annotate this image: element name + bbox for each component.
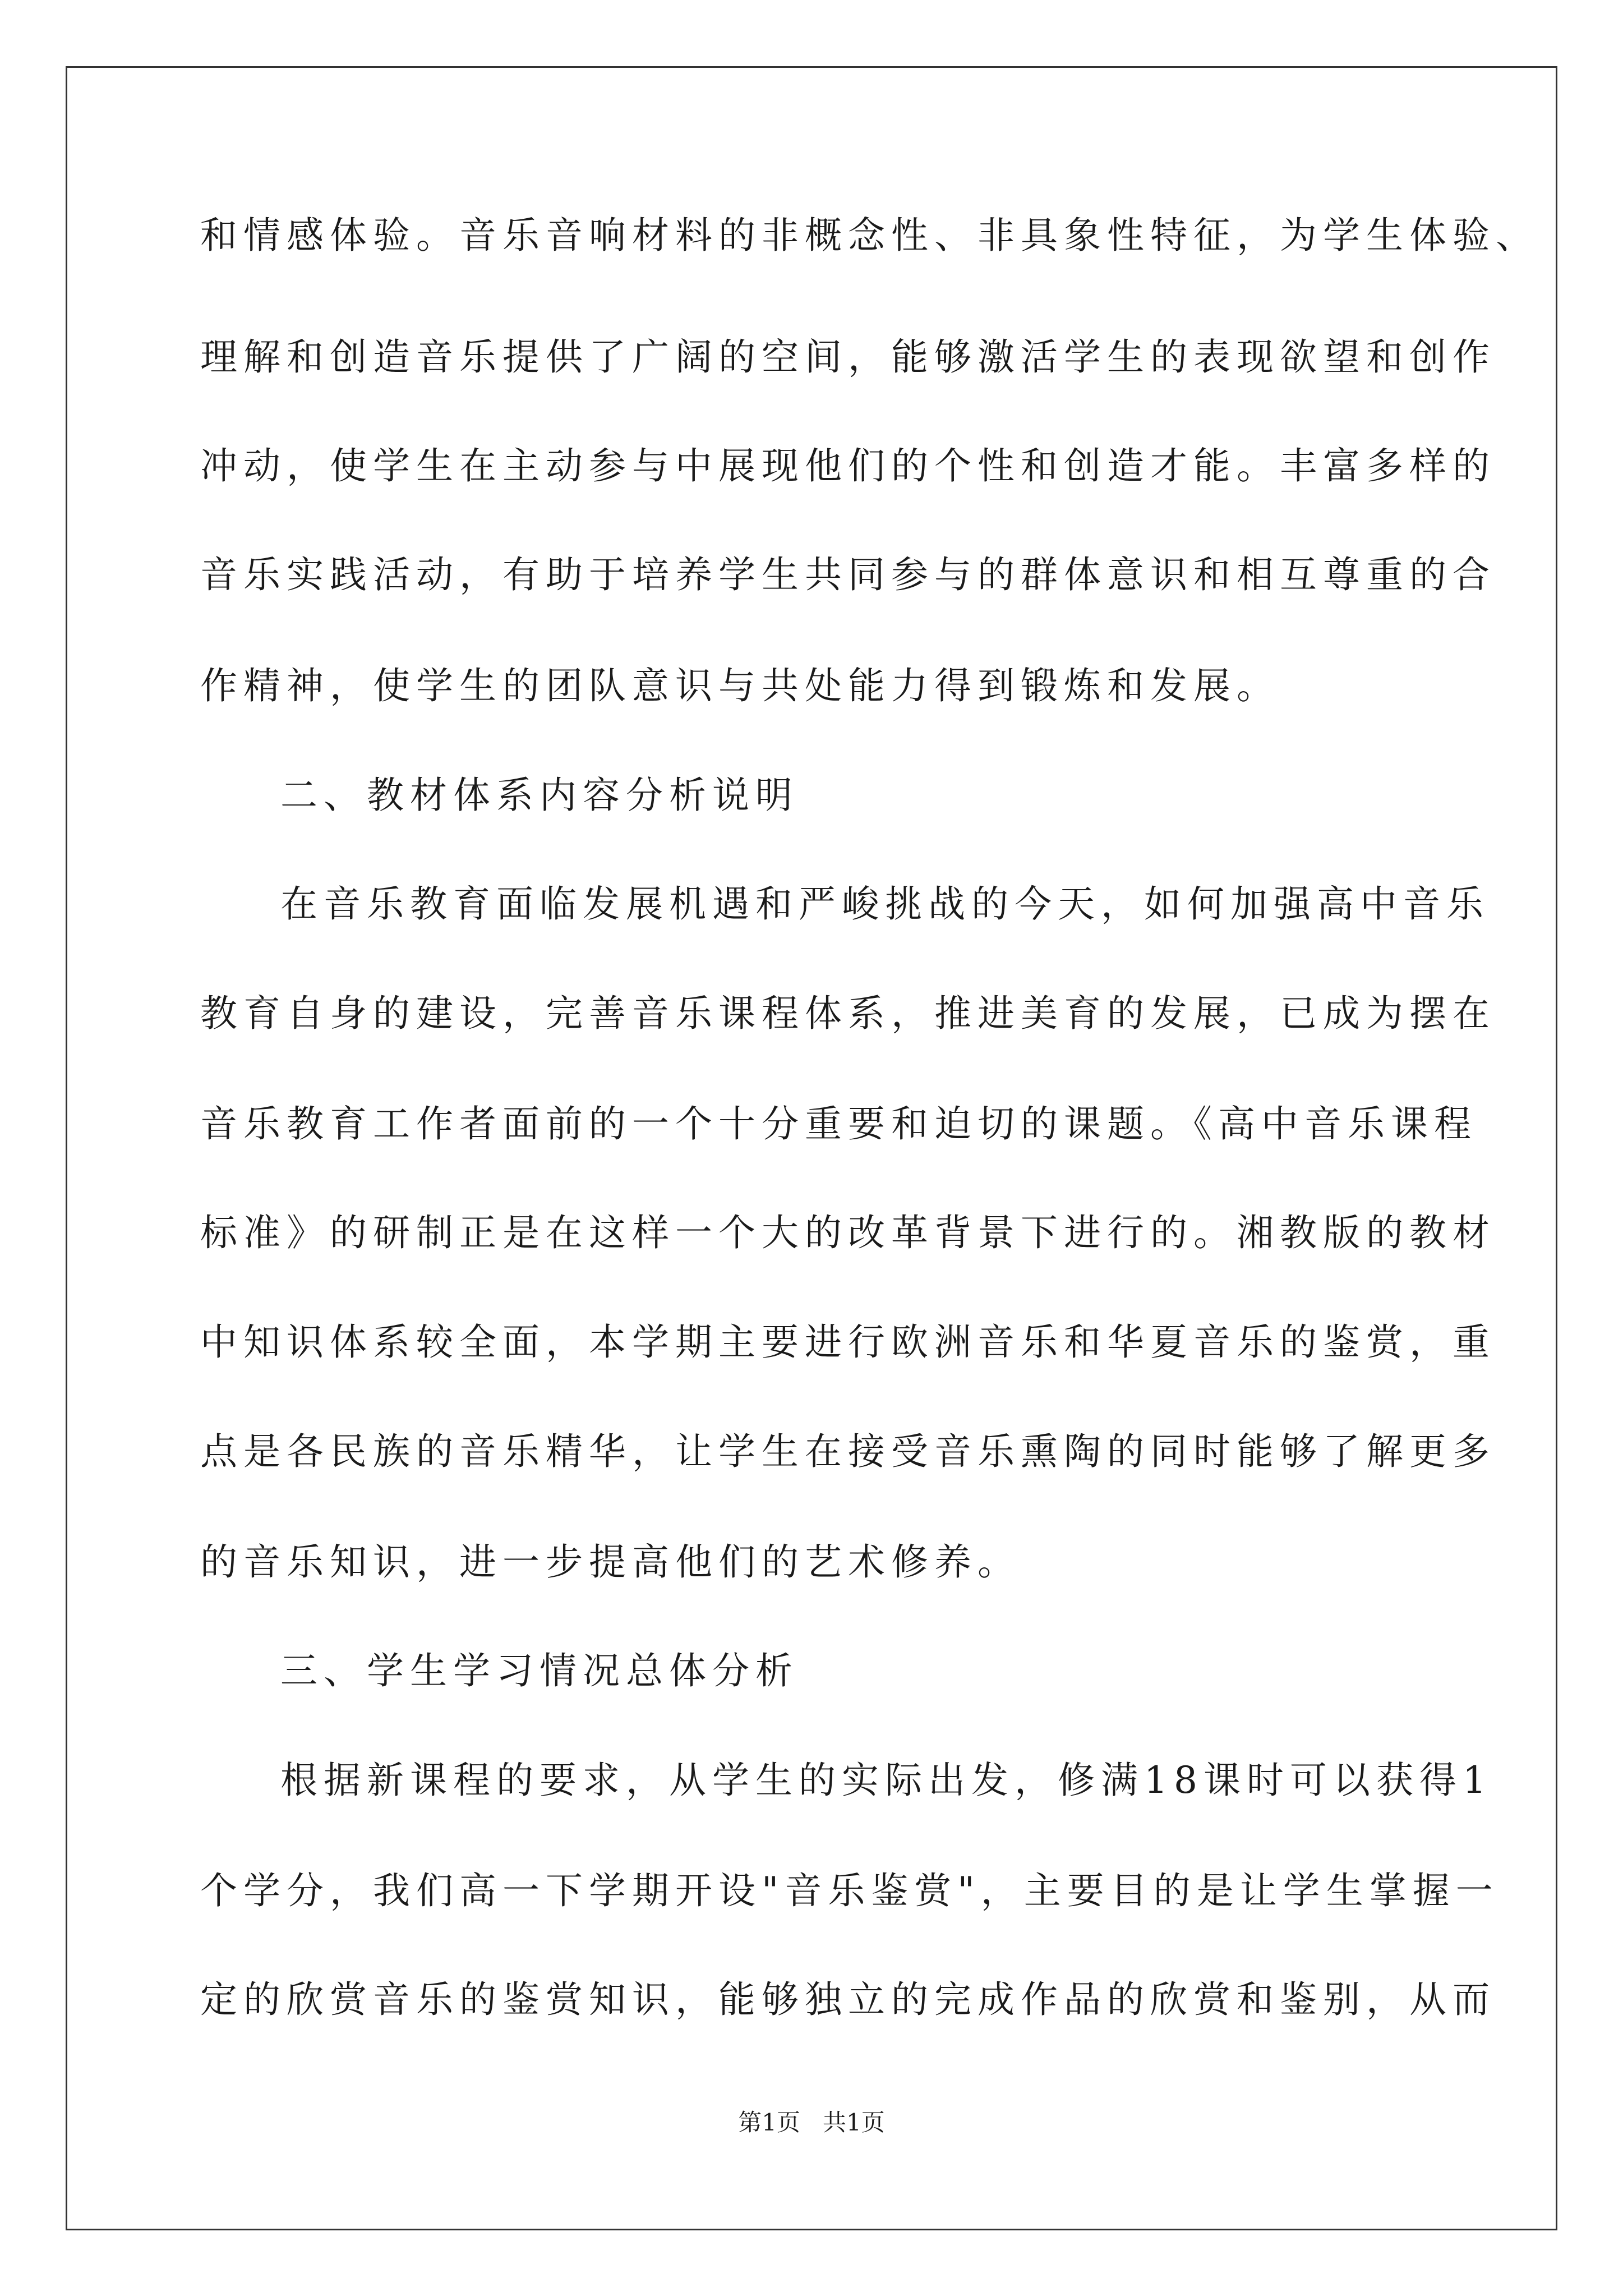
page-footer xyxy=(0,2106,1623,2139)
body-line-1: 和情感体验。音乐音响材料的非概念性、非具象性特征，为学生体验、 xyxy=(200,214,1539,257)
body-line-9: 音乐教育工作者面前的一个十分重要和迫切的课题。《高中音乐课程 xyxy=(200,1102,1477,1145)
body-line-13: 的音乐知识，进一步提高他们的艺术修养。 xyxy=(200,1540,1021,1584)
body-line-15: 根据新课程的要求，从学生的实际出发，修满18课时可以获得1 xyxy=(280,1759,1492,1802)
body-line-11: 中知识体系较全面，本学期主要进行欧洲音乐和华夏音乐的鉴赏，重 xyxy=(200,1320,1496,1364)
page-number-current: 第1页 xyxy=(738,2109,800,2136)
body-line-10: 标准》的研制正是在这样一个大的改革背景下进行的。湘教版的教材 xyxy=(200,1211,1496,1254)
body-line-3: 冲动，使学生在主动参与中展现他们的个性和创造才能。丰富多样的 xyxy=(200,444,1496,487)
body-line-4: 音乐实践活动，有助于培养学生共同参与的群体意识和相互尊重的合 xyxy=(200,553,1496,596)
page-number-total: 共1页 xyxy=(823,2109,885,2136)
body-line-5: 作精神，使学生的团队意识与共处能力得到锻炼和发展。 xyxy=(200,664,1280,707)
body-line-17: 定的欣赏音乐的鉴赏知识，能够独立的完成作品的欣赏和鉴别，从而 xyxy=(200,1978,1496,2021)
body-line-8: 教育自身的建设，完善音乐课程体系，推进美育的发展，已成为摆在 xyxy=(200,992,1496,1035)
body-line-12: 点是各民族的音乐精华，让学生在接受音乐熏陶的同时能够了解更多 xyxy=(200,1430,1496,1473)
body-line-2: 理解和创造音乐提供了广阔的空间，能够激活学生的表现欲望和创作 xyxy=(200,335,1496,379)
section-heading-2: 二、教材体系内容分析说明 xyxy=(280,774,799,817)
body-line-7: 在音乐教育面临发展机遇和严峻挑战的今天，如何加强高中音乐 xyxy=(280,882,1490,926)
section-heading-3: 三、学生学习情况总体分析 xyxy=(280,1649,799,1692)
body-line-16: 个学分，我们高一下学期开设"音乐鉴赏"，主要目的是让学生掌握一 xyxy=(200,1869,1499,1912)
